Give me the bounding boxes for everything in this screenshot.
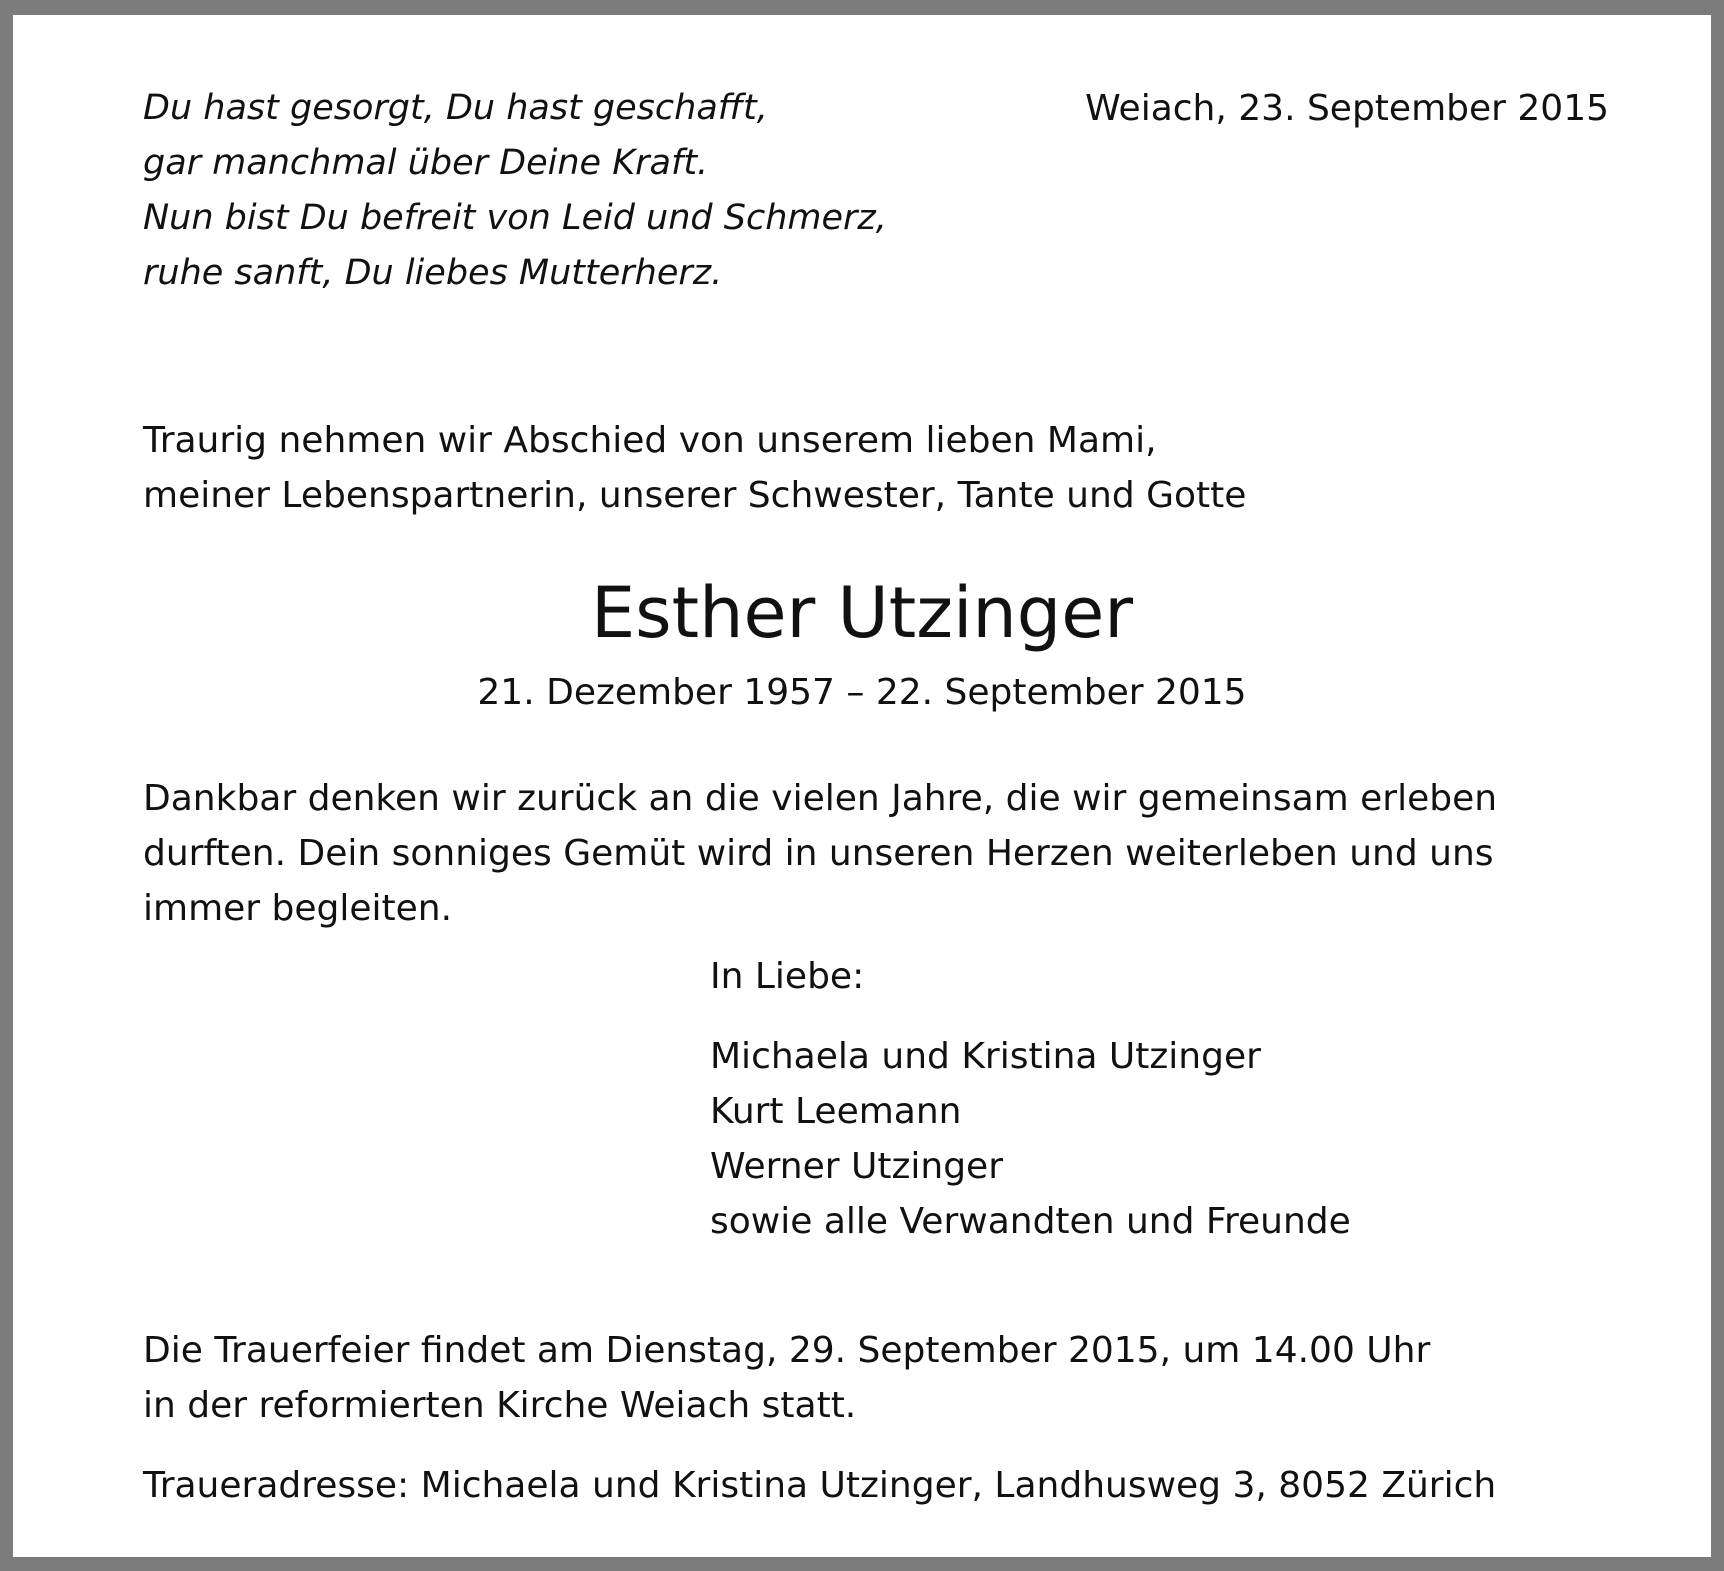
mourners-list xyxy=(710,1029,1351,1249)
poem-line: Nun bist Du befreit von Leid und Schmerz, xyxy=(143,198,887,238)
place-and-date: Weiach, 23. September 2015 xyxy=(1085,88,1609,129)
obituary-page xyxy=(13,15,1711,1557)
mourner-name: Kurt Leemann xyxy=(710,1091,962,1132)
ceremony-line: Die Trauerfeier findet am Dienstag, 29. September 2015, um 14.00 Uhr xyxy=(143,1330,1431,1371)
mourning-address: Traueradresse: Michaela und Kristina Utzinger, Landhusweg 3, 8052 Zürich xyxy=(143,1465,1497,1506)
mourner-name: Michaela und Kristina Utzinger xyxy=(710,1036,1261,1077)
thanks-line: durften. Dein sonniges Gemüt wird in unseren Herzen weiterleben und uns xyxy=(143,833,1494,874)
poem-verse xyxy=(143,81,887,301)
intro-text xyxy=(143,413,1246,523)
signoff-label: In Liebe: xyxy=(710,956,865,997)
poem-line: Du hast gesorgt, Du hast geschafft, xyxy=(143,88,768,128)
thanks-text xyxy=(143,771,1497,936)
intro-line: meiner Lebenspartnerin, unserer Schwester, Tante und Gotte xyxy=(143,475,1247,516)
ceremony-line: in der reformierten Kirche Weiach statt. xyxy=(143,1385,857,1426)
ceremony-info xyxy=(143,1323,1430,1433)
thanks-line: Dankbar denken wir zurück an die vielen Jahre, die wir gemeinsam erleben xyxy=(143,778,1498,819)
mourner-name: Werner Utzinger xyxy=(710,1146,1003,1187)
intro-line: Traurig nehmen wir Abschied von unserem lieben Mami, xyxy=(143,420,1157,461)
life-dates: 21. Dezember 1957 – 22. September 2015 xyxy=(477,672,1247,713)
poem-line: ruhe sanft, Du liebes Mutterherz. xyxy=(143,253,723,293)
mourner-name: sowie alle Verwandten und Freunde xyxy=(710,1201,1351,1242)
poem-line: gar manchmal über Deine Kraft. xyxy=(143,143,709,183)
deceased-name: Esther Utzinger xyxy=(590,572,1134,654)
thanks-line: immer begleiten. xyxy=(143,888,453,929)
